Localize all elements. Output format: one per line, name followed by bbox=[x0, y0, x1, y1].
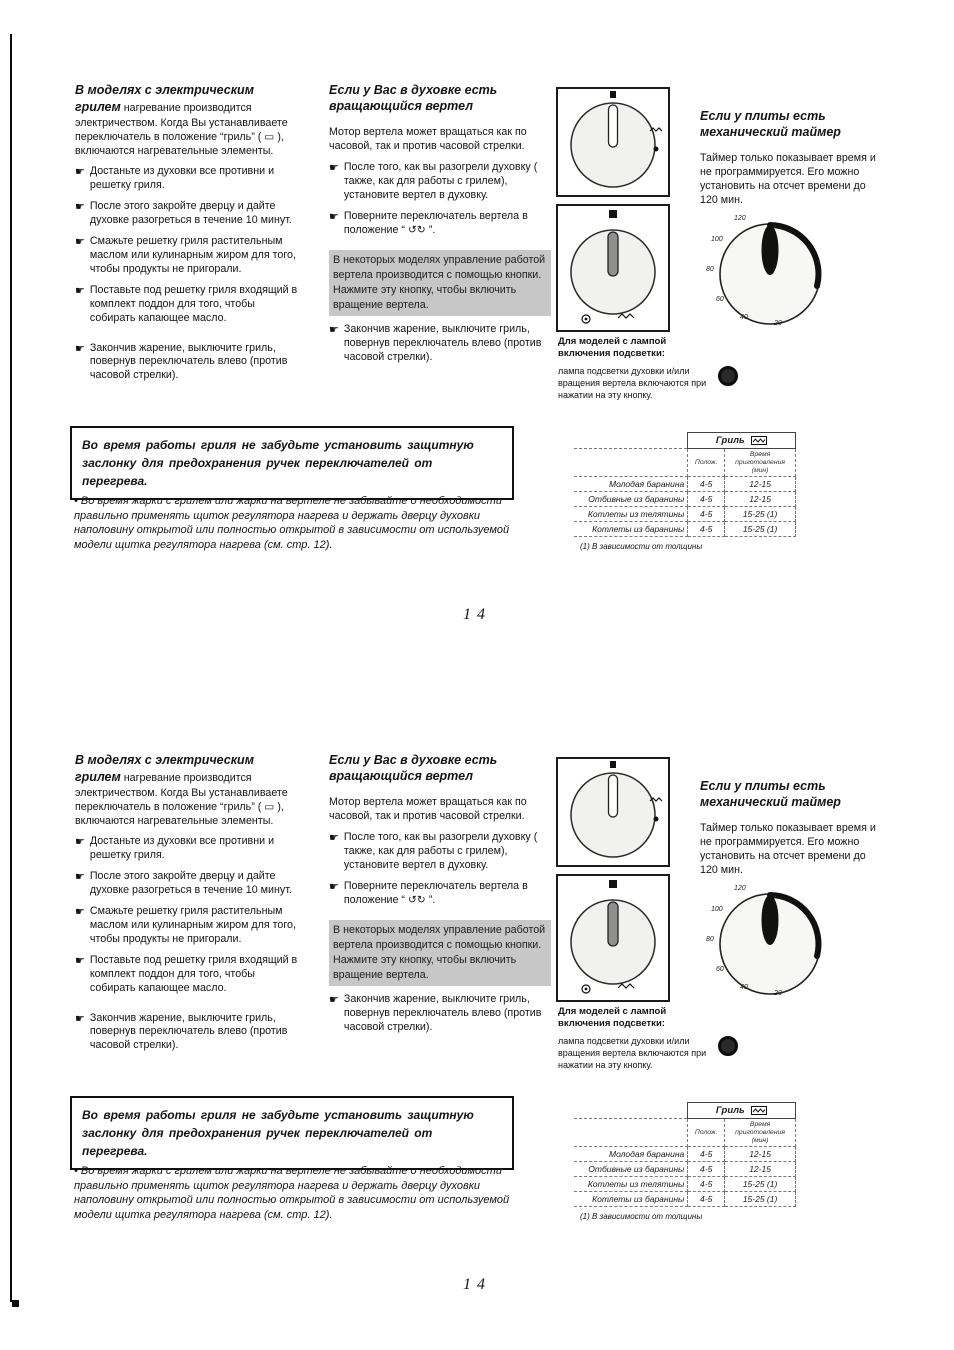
timer-scale-label: 120 bbox=[734, 215, 746, 222]
table-row bbox=[574, 1162, 796, 1177]
manual-page-copy bbox=[0, 752, 954, 1350]
instruction-item bbox=[75, 835, 301, 863]
table-row bbox=[574, 477, 796, 492]
mechanical-timer-section bbox=[700, 108, 886, 208]
pointing-hand-icon: ☛ bbox=[329, 831, 339, 845]
instruction-item bbox=[75, 165, 301, 193]
overheat-warning-box bbox=[70, 1096, 514, 1170]
push-button-note: В некоторых моделях управление работой вертела производится с помощью кнопки. Нажмите эту кнопку, чтобы включить вращение вертела. bbox=[329, 250, 551, 317]
position-column-header: Полож. bbox=[688, 449, 725, 477]
instruction-item bbox=[75, 1012, 301, 1054]
dish-cell: Отбивные из баранины bbox=[574, 492, 688, 507]
instruction-text: Закончив жарение, выключите гриль, повернув переключатель влево (против часовой стрелки). bbox=[89, 341, 288, 382]
manual-page-copy bbox=[0, 82, 954, 702]
dish-column-header bbox=[574, 1119, 688, 1147]
timer-scale-label: 80 bbox=[706, 936, 714, 943]
page-number: 14 bbox=[463, 606, 491, 623]
pointing-hand-icon: ☛ bbox=[75, 905, 85, 919]
section-intro-text: нагревание производится электричеством. Когда Вы устанавливаете переключатель в положение “гриль” ( ▭ ), включаются нагревательные элементы. bbox=[75, 101, 288, 158]
timer-scale-label: 60 bbox=[716, 296, 724, 303]
table-row bbox=[574, 522, 796, 537]
table-footnote: (1) В зависимости от толщины bbox=[580, 1212, 703, 1222]
timer-scale-label: 100 bbox=[711, 236, 723, 243]
dish-cell: Отбивные из баранины bbox=[574, 1162, 688, 1177]
knob-illustration bbox=[558, 89, 668, 195]
position-cell: 4-5 bbox=[688, 1177, 725, 1192]
position-cell: 4-5 bbox=[688, 1147, 725, 1162]
section-heading: Если у Вас в духовке есть вращающийся вертел bbox=[329, 83, 498, 114]
table-title-row bbox=[574, 433, 796, 449]
spit-symbol-mark bbox=[618, 984, 634, 988]
timer-knob-diagram bbox=[704, 212, 836, 334]
warning-text: Во время работы гриля не забудьте установить защитную заслонку для предохранения ручек переключателей от перегрева. bbox=[82, 438, 474, 488]
pointing-hand-icon: ☛ bbox=[75, 235, 85, 249]
time-cell: 15-25 (1) bbox=[725, 1177, 796, 1192]
instruction-text: Смажьте решетку гриля растительным маслом или кулинарным жиром для того, чтобы продукты не пригорали. bbox=[89, 905, 296, 945]
rotisserie-section bbox=[329, 752, 551, 1035]
instruction-item bbox=[329, 210, 551, 238]
table-row bbox=[574, 1192, 796, 1207]
table-row bbox=[574, 1177, 796, 1192]
timer-pointer bbox=[762, 225, 779, 275]
pointing-hand-icon: ☛ bbox=[329, 993, 339, 1007]
pointing-hand-icon: ☛ bbox=[75, 953, 85, 967]
oven-selector-knob-diagram-1 bbox=[556, 757, 670, 867]
grill-cooking-table bbox=[574, 1102, 796, 1221]
position-column-header: Полож. bbox=[688, 1119, 725, 1147]
instruction-item bbox=[75, 954, 301, 996]
timer-scale-label: 40 bbox=[740, 314, 748, 321]
dish-cell: Молодая баранина bbox=[574, 477, 688, 492]
grill-cooking-table bbox=[574, 432, 796, 551]
knob-illustration bbox=[558, 759, 668, 865]
instruction-text: Смажьте решетку гриля растительным маслом или кулинарным жиром для того, чтобы продукты не пригорали. bbox=[89, 235, 296, 275]
dish-cell: Котлеты из телятины bbox=[574, 507, 688, 522]
instruction-item bbox=[329, 161, 551, 203]
instruction-text: После того, как вы разогрели духовку ( также, как для работы с грилем), установите вертел в духовку. bbox=[343, 831, 538, 871]
heat-shield-advice: • Во время жарки с грилем или жарки на вертеле не забывайте о необходимости правильно применять щиток регулятора нагрева и держать дверцу духовки наполовину открытой или полностью открытой в зависимости от используемой модели щитка регулятора нагрева (см. стр. 12). bbox=[74, 1165, 510, 1221]
timer-pointer bbox=[762, 895, 779, 945]
table-subheader-row bbox=[574, 449, 796, 477]
push-button-note: В некоторых моделях управление работой вертела производится с помощью кнопки. Нажмите эту кнопку, чтобы включить вращение вертела. bbox=[329, 920, 551, 987]
table-title: Гриль bbox=[715, 1105, 745, 1116]
dish-cell: Котлеты из баранины bbox=[574, 1192, 688, 1207]
timer-scale-label: 20 bbox=[774, 320, 782, 327]
table-title-row bbox=[574, 1103, 796, 1119]
oven-selector-knob-diagram-2 bbox=[556, 204, 670, 332]
instruction-item bbox=[75, 870, 301, 898]
pointing-hand-icon: ☛ bbox=[75, 200, 85, 214]
instruction-item bbox=[75, 200, 301, 228]
position-cell: 4-5 bbox=[688, 507, 725, 522]
pointing-hand-icon: ☛ bbox=[75, 870, 85, 884]
section-heading: Если у Вас в духовке есть вращающийся вертел bbox=[329, 753, 498, 784]
section-heading: Если у плиты есть механический таймер bbox=[700, 779, 841, 810]
section-intro-text: нагревание производится электричеством. Когда Вы устанавливаете переключатель в положение “гриль” ( ▭ ), включаются нагревательные элементы. bbox=[75, 771, 288, 828]
instruction-item bbox=[329, 831, 551, 873]
instruction-item bbox=[329, 880, 551, 908]
instruction-text: Закончив жарение, выключите гриль, повернув переключатель влево (против часовой стрелки). bbox=[89, 1011, 288, 1052]
lamp-note-title: Для моделей с лампой включения подсветки: bbox=[558, 336, 667, 360]
instruction-item bbox=[329, 323, 551, 365]
table-corner bbox=[574, 433, 688, 449]
table-title-cell bbox=[688, 1103, 796, 1119]
time-cell: 12-15 bbox=[725, 1162, 796, 1177]
table-title: Гриль bbox=[715, 435, 745, 446]
lamp-note-body: лампа подсветки духовки и/или вращения вертела включаются при нажатии на эту кнопку. bbox=[558, 1035, 707, 1070]
instruction-text: Закончив жарение, выключите гриль, повернув переключатель влево (против часовой стрелки). bbox=[343, 993, 542, 1034]
timer-scale-label: 40 bbox=[740, 984, 748, 991]
table-title-cell bbox=[688, 433, 796, 449]
pointing-hand-icon: ☛ bbox=[75, 835, 85, 849]
instruction-item bbox=[75, 284, 301, 326]
instruction-text: Поставьте под решетку гриля входящий в комплект поддон для того, чтобы собирать капающее масло. bbox=[89, 283, 298, 324]
dish-column-header bbox=[574, 449, 688, 477]
time-cell: 12-15 bbox=[725, 492, 796, 507]
instruction-text: После того, как вы разогрели духовку ( также, как для работы с грилем), установите вертел в духовку. bbox=[343, 161, 538, 201]
time-cell: 15-25 (1) bbox=[725, 522, 796, 537]
table-row bbox=[574, 507, 796, 522]
table-subheader-row bbox=[574, 1119, 796, 1147]
dish-cell: Котлеты из телятины bbox=[574, 1177, 688, 1192]
knob-illustration bbox=[558, 206, 668, 330]
knob-illustration bbox=[558, 876, 668, 1000]
lamp-note-body: лампа подсветки духовки и/или вращения вертела включаются при нажатии на эту кнопку. bbox=[558, 365, 707, 400]
pointing-hand-icon: ☛ bbox=[75, 165, 85, 179]
table-corner bbox=[574, 1103, 688, 1119]
pointing-hand-icon: ☛ bbox=[75, 341, 85, 355]
instruction-item bbox=[329, 993, 551, 1035]
timer-knob-illustration bbox=[704, 882, 836, 1004]
position-cell: 4-5 bbox=[688, 1162, 725, 1177]
grill-icon bbox=[751, 1106, 767, 1115]
timer-scale-label: 80 bbox=[706, 266, 714, 273]
position-cell: 4-5 bbox=[688, 1192, 725, 1207]
lamp-models-note bbox=[558, 1006, 758, 1071]
page-number: 14 bbox=[463, 1276, 491, 1293]
pointing-hand-icon: ☛ bbox=[75, 1011, 85, 1025]
instruction-text: Поставьте под решетку гриля входящий в комплект поддон для того, чтобы собирать капающее масло. bbox=[89, 953, 298, 994]
time-cell: 15-25 (1) bbox=[725, 507, 796, 522]
position-cell: 4-5 bbox=[688, 492, 725, 507]
lamp-note-title: Для моделей с лампой включения подсветки: bbox=[558, 1006, 667, 1030]
electric-grill-section bbox=[75, 82, 301, 383]
table-row bbox=[574, 1147, 796, 1162]
dish-cell: Молодая баранина bbox=[574, 1147, 688, 1162]
instruction-text: После этого закройте дверцу и дайте духовке разогреться в течение 10 минут. bbox=[89, 200, 292, 227]
section-heading: В моделях с электрическим грилем bbox=[75, 753, 254, 784]
instruction-text: Достаньте из духовки все противни и решетку гриля. bbox=[89, 835, 275, 862]
pointing-hand-icon: ☛ bbox=[75, 283, 85, 297]
timer-scale-label: 60 bbox=[716, 966, 724, 973]
pointing-hand-icon: ☛ bbox=[329, 323, 339, 337]
section-heading: Если у плиты есть механический таймер bbox=[700, 109, 841, 140]
electric-grill-section bbox=[75, 752, 301, 1053]
timer-scale-label: 100 bbox=[711, 906, 723, 913]
instruction-item bbox=[75, 342, 301, 384]
timer-knob-illustration bbox=[704, 212, 836, 334]
instruction-text: Поверните переключатель вертела в положение “ ↺↻ ”. bbox=[343, 879, 528, 906]
pointing-hand-icon: ☛ bbox=[329, 209, 339, 223]
grill-icon bbox=[751, 436, 767, 445]
dish-cell: Котлеты из баранины bbox=[574, 522, 688, 537]
time-column-header: Время приготовления (мин) bbox=[725, 449, 796, 477]
heat-shield-advice: • Во время жарки с грилем или жарки на вертеле не забывайте о необходимости правильно применять щиток регулятора нагрева и держать дверцу духовки наполовину открытой или полностью открытой в зависимости от используемой модели щитка регулятора нагрева (см. стр. 12). bbox=[74, 495, 510, 551]
time-cell: 15-25 (1) bbox=[725, 1192, 796, 1207]
instruction-text: Закончив жарение, выключите гриль, повернув переключатель влево (против часовой стрелки). bbox=[343, 323, 542, 364]
section-intro-text: Мотор вертела может вращаться как по часовой, так и против часовой стрелки. bbox=[329, 125, 527, 152]
section-heading: В моделях с электрическим грилем bbox=[75, 83, 254, 114]
section-body-text: Таймер только показывает время и не программируется. Его можно установить на отсчет времени до 120 мин. bbox=[700, 151, 876, 207]
mechanical-timer-section bbox=[700, 778, 886, 878]
table-footnote: (1) В зависимости от толщины bbox=[580, 542, 703, 552]
section-intro bbox=[75, 82, 301, 158]
lamp-symbol-mark bbox=[654, 147, 659, 152]
instruction-text: Поверните переключатель вертела в положение “ ↺↻ ”. bbox=[343, 209, 528, 236]
section-intro-text: Мотор вертела может вращаться как по часовой, так и против часовой стрелки. bbox=[329, 795, 527, 822]
timer-scale-label: 20 bbox=[774, 990, 782, 997]
rotisserie-section bbox=[329, 82, 551, 365]
timer-knob-diagram bbox=[704, 882, 836, 1004]
oven-selector-knob-diagram-2 bbox=[556, 874, 670, 1002]
section-intro bbox=[75, 752, 301, 828]
pointing-hand-icon: ☛ bbox=[329, 161, 339, 175]
instruction-item bbox=[75, 235, 301, 277]
lamp-symbol-mark bbox=[654, 817, 659, 822]
position-cell: 4-5 bbox=[688, 477, 725, 492]
warning-text: Во время работы гриля не забудьте установить защитную заслонку для предохранения ручек переключателей от перегрева. bbox=[82, 1108, 474, 1158]
instruction-text: Достаньте из духовки все противни и решетку гриля. bbox=[89, 165, 275, 192]
table-row bbox=[574, 492, 796, 507]
position-cell: 4-5 bbox=[688, 522, 725, 537]
timer-scale-label: 120 bbox=[734, 885, 746, 892]
instruction-text: После этого закройте дверцу и дайте духовке разогреться в течение 10 минут. bbox=[89, 870, 292, 897]
spit-symbol-mark bbox=[618, 314, 634, 318]
overheat-warning-box bbox=[70, 426, 514, 500]
section-body-text: Таймер только показывает время и не программируется. Его можно установить на отсчет времени до 120 мин. bbox=[700, 821, 876, 877]
light-push-button-icon bbox=[718, 366, 738, 386]
light-push-button-icon bbox=[718, 1036, 738, 1056]
time-cell: 12-15 bbox=[725, 477, 796, 492]
pointing-hand-icon: ☛ bbox=[329, 879, 339, 893]
time-cell: 12-15 bbox=[725, 1147, 796, 1162]
oven-selector-knob-diagram-1 bbox=[556, 87, 670, 197]
time-column-header: Время приготовления (мин) bbox=[725, 1119, 796, 1147]
instruction-item bbox=[75, 905, 301, 947]
lamp-models-note bbox=[558, 336, 758, 401]
